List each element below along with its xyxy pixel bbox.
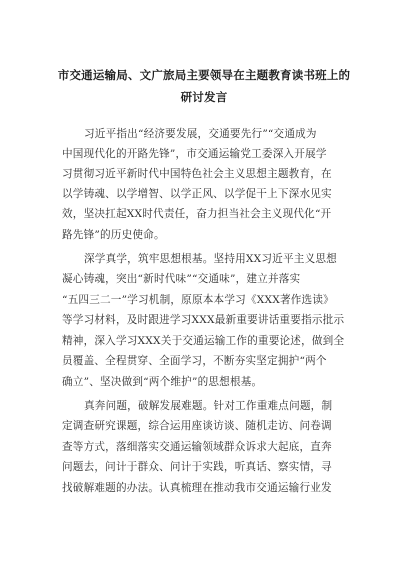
body-line: 路先锋”的历史使命。 [62, 229, 165, 241]
body-line: 真奔问题，破解发展难题。针对工作重难点问题，制 [84, 400, 333, 412]
body-line: 问题去，问计于群众、问计于实践，听真话、察实情，寻 [62, 461, 332, 473]
body-line: 等学习材料，及时跟进学习XXX最新重要讲话重要指示批示 [62, 314, 345, 326]
body-line: 员覆盖、全程贯穿、全面学习，不断夯实坚定拥护“两个 [62, 355, 327, 367]
body-line: 深学真学，筑牢思想根基。坚持用XX习近平主义思想 [84, 253, 337, 265]
body-line: 以学铸魂、以学增智、以学正风、以学促干上下深水见实 [62, 188, 332, 200]
body-line: 找破解难题的办法。认真梳理在推动我市交通运输行业发 [62, 482, 332, 494]
body-line: 精神，深入学习XXX关于交通运输工作的重要论述，做到全 [62, 335, 345, 347]
document-title-line-2: 研讨发言 [180, 90, 228, 104]
body-line: 定调查研究课题，综合运用座谈访谈、随机走访、问卷调 [62, 420, 332, 432]
body-line: 确立”、坚决做到“两个维护”的思想根基。 [62, 376, 263, 388]
body-line: 效，坚决扛起XX时代责任，奋力担当社会主义现代化“开 [62, 208, 332, 220]
body-line: 习贯彻习近平新时代中国特色社会主义思想主题教育，在 [62, 168, 332, 180]
body-line: 习近平指出“经济要发展，交通要先行”“交通成为 [84, 128, 317, 140]
body-line: 凝心铸魂，突出“新时代味”“交通味”，建立并落实 [62, 273, 301, 285]
body-line: “五四三二一”学习机制，原原本本学习《XXX著作选读》 [62, 294, 334, 306]
body-line: 查等方式，落细落实交通运输领域群众诉求大起底，直奔 [62, 441, 332, 453]
document-title-line-1: 市交通运输局、文广旅局主要领导在主题教育读书班上的 [57, 68, 351, 82]
body-line: 中国现代化的开路先锋”，市交通运输党工委深入开展学 [62, 148, 327, 160]
